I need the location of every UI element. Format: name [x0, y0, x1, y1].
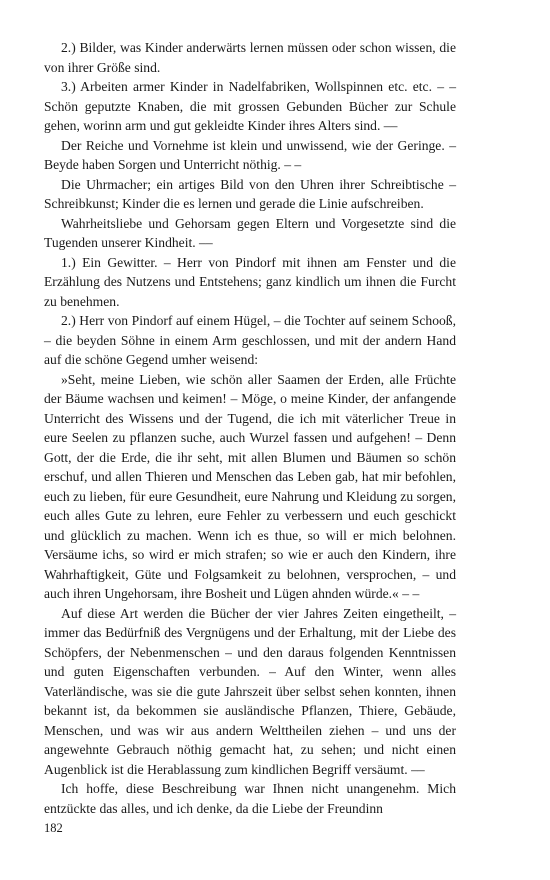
paragraph: Wahrheitsliebe und Gehorsam gegen Eltern und Vorgesetzte sind die Tugenden unserer Kindheit. –– — [44, 215, 456, 250]
paragraph: Der Reiche und Vornehme ist klein und unwissend, wie der Geringe. – Beyde haben Sorgen und Unterricht nöthig. – – — [44, 137, 456, 172]
paragraph: 2.) Herr von Pindorf auf einem Hügel, – die Tochter auf seinem Schooß, – die beyden Söhne in einem Arm geschlossen, und mit der andern Hand auf die schöne Gegend umher weisend: — [44, 313, 456, 367]
paragraph: 2.) Bilder, was Kinder anderwärts lernen müssen oder schon wissen, die von ihrer Größe sind. — [44, 40, 456, 75]
paragraph: 1.) Ein Gewitter. – Herr von Pindorf mit ihnen am Fenster und die Erzählung des Nutzens und Entstehens; ganz kindlich um ihnen die Furcht zu benehmen. — [44, 254, 456, 309]
paragraph: Auf diese Art werden die Bücher der vier Jahres Zeiten eingetheilt, – immer das Bedürfniß des Vergnügens und der Erhaltung, mit der Liebe des Schöpfers, der Nebenmenschen – und den daraus folgenden Kenntnissen und guten Eigenschaften verbunden. – Auf den Winter, wenn alles Vaterländische, was sie die gute Jahrszeit über selbst sehen konnten, ihnen bekannt ist, da bekommen sie ausländische Pflanzen, Thiere, Gebäude, Menschen, und was wir aus andern Welttheilen ziehen – und uns der angewehnte Gebrauch nöthig gemacht hat, zu sehen; und nicht einen Augenblick ist die Herablassung zum kindlichen Begriff versäumt. –– — [44, 605, 456, 777]
paragraph: 3.) Arbeiten armer Kinder in Nadelfabriken, Wollspinnen etc. etc. – – Schön geputzte Knaben, die mit grossen Gebunden Bücher zur Schule gehen, worinn arm und gut gekleidte Kinder ihres Alters sind. –– — [44, 79, 456, 133]
page-number: 182 — [44, 821, 63, 835]
paragraph: »Seht, meine Lieben, wie schön aller Saamen der Erden, alle Früchte der Bäume wachsen und keimen! – Möge, o meine Kinder, der anfangende Unterricht des Wissens und der Tugend, die ich mit väterlicher Treue in eure Seelen zu pflanzen suche, auch Wurzel fassen und aufgehen! – Denn Gott, der die Erde, die ihr seht, mit allen Blumen und Bäumen so schön erschuf, und allen Thieren und Menschen das Leben gab, hat mir befohlen, euch zu lieben, für eure Gesundheit, eure Nahrung und Kleidung zu sorgen, euch alles Gute zu lehren, eure Fehler zu verbessern und euch geschickt und glücklich zu machen. Wenn ich es thue, so will er mich belohnen. Versäume ichs, so wird er mich strafen; so wie er auch den Kindern, ihre Wahrhaftigkeit, Güte und Folgsamkeit zu belohnen, versprochen, – und auch ihren Ungehorsam, ihre Bosheit und Lügen ahnden würde.« – – — [44, 371, 456, 601]
paragraph: Ich hoffe, diese Beschreibung war Ihnen nicht unangenehm. Mich entzückte das alles, und ich denke, da die Liebe der Freundinn — [44, 781, 456, 816]
paragraph: Die Uhrmacher; ein artiges Bild von den Uhren ihrer Schreibtische – Schreibkunst; Kinder die es lernen und gerade die Linie aufschreiben. — [44, 176, 456, 211]
page-text — [44, 38, 456, 818]
